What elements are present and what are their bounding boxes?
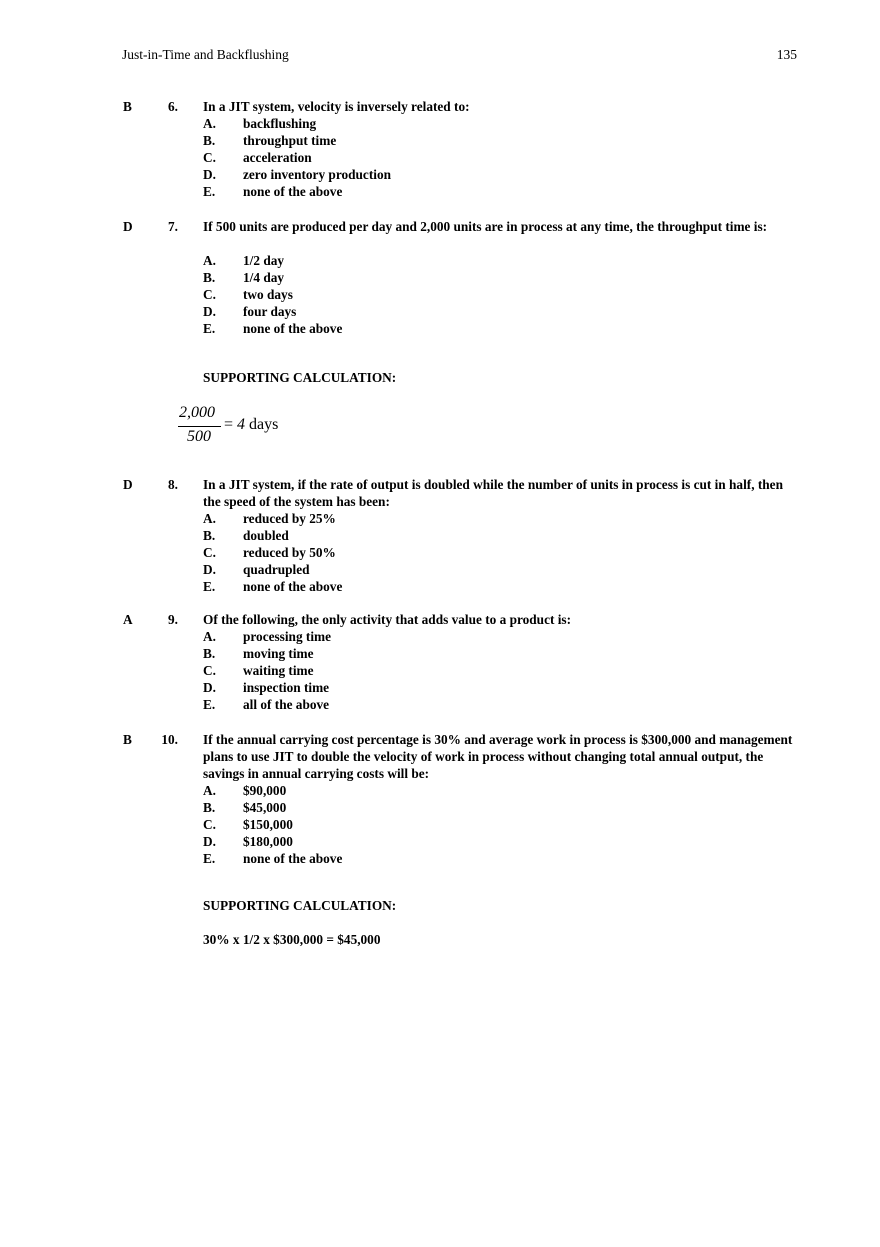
page-number: 135: [776, 47, 797, 62]
throughput-fraction: [176, 402, 296, 452]
question-number: 9.: [168, 612, 178, 627]
answer-key: A: [123, 612, 133, 627]
option-text: doubled: [243, 528, 289, 543]
supporting-calculation-formula: 30% x 1/2 x $300,000 = $45,000: [203, 932, 381, 947]
option-text: $45,000: [243, 800, 287, 815]
option-text: $150,000: [243, 817, 293, 832]
option-letter: A.: [203, 783, 216, 798]
option-letter: C.: [203, 663, 216, 678]
option-letter: E.: [203, 697, 216, 712]
option-letter: B.: [203, 646, 216, 661]
option-letter: B.: [203, 528, 216, 543]
option-text: two days: [243, 287, 293, 302]
option-text: zero inventory production: [243, 167, 391, 182]
option-text: $90,000: [243, 783, 287, 798]
option-text: processing time: [243, 629, 332, 644]
option-text: acceleration: [243, 150, 312, 165]
option-text: 1/2 day: [243, 253, 285, 268]
option-text: none of the above: [243, 579, 343, 594]
option-letter: A.: [203, 253, 216, 268]
option-letter: E.: [203, 184, 216, 199]
question-stem: If the annual carrying cost percentage is 30% and average work in process is $300,000 and management plans to use JIT to double the velocity of work in process without changing total annual output, the savings in annual carrying costs will be:: [203, 732, 793, 781]
option-text: inspection time: [243, 680, 330, 695]
option-text: reduced by 50%: [243, 545, 336, 560]
option-text: waiting time: [243, 663, 314, 678]
option-letter: D.: [203, 167, 216, 182]
option-text: backflushing: [243, 116, 317, 131]
question-stem: In a JIT system, if the rate of output is doubled while the number of units in process is cut in half, then the speed of the system has been:: [203, 477, 783, 509]
option-text: four days: [243, 304, 297, 319]
question-number: 6.: [168, 99, 178, 114]
option-text: 1/4 day: [243, 270, 285, 285]
option-letter: D.: [203, 680, 216, 695]
option-letter: A.: [203, 511, 216, 526]
option-letter: E.: [203, 579, 216, 594]
option-text: all of the above: [243, 697, 330, 712]
option-letter: E.: [203, 321, 216, 336]
fraction-result: [224, 416, 278, 434]
option-letter: D.: [203, 562, 216, 577]
option-letter: B.: [203, 270, 216, 285]
option-letter: C.: [203, 150, 216, 165]
option-letter: C.: [203, 545, 216, 560]
option-letter: C.: [203, 817, 216, 832]
option-text: none of the above: [243, 851, 343, 866]
question-stem: Of the following, the only activity that adds value to a product is:: [203, 612, 572, 627]
result-value: 4: [237, 416, 246, 433]
answer-key: B: [123, 732, 132, 747]
answer-key: B: [123, 99, 132, 114]
supporting-calculation-label: SUPPORTING CALCULATION:: [203, 898, 397, 913]
option-text: throughput time: [243, 133, 337, 148]
option-text: moving time: [243, 646, 314, 661]
answer-key: D: [123, 477, 133, 492]
result-unit: days: [249, 416, 279, 433]
option-letter: D.: [203, 834, 216, 849]
question-number: 7.: [168, 219, 178, 234]
option-letter: E.: [203, 851, 216, 866]
supporting-calculation-label: SUPPORTING CALCULATION:: [203, 370, 397, 385]
answer-key: D: [123, 219, 133, 234]
option-letter: B.: [203, 133, 216, 148]
option-letter: B.: [203, 800, 216, 815]
option-text: none of the above: [243, 321, 343, 336]
fraction-numerator: 2,000: [179, 404, 215, 421]
option-text: reduced by 25%: [243, 511, 336, 526]
question-stem: If 500 units are produced per day and 2,000 units are in process at any time, the throughput time is:: [203, 219, 768, 234]
equals-sign: =: [224, 416, 234, 433]
question-number: 10.: [161, 732, 178, 747]
question-stem: In a JIT system, velocity is inversely related to:: [203, 99, 470, 114]
option-letter: D.: [203, 304, 216, 319]
option-letter: A.: [203, 116, 216, 131]
option-letter: A.: [203, 629, 216, 644]
option-text: quadrupled: [243, 562, 310, 577]
question-number: 8.: [168, 477, 178, 492]
option-text: none of the above: [243, 184, 343, 199]
fraction-bar: [178, 426, 221, 427]
running-header-title: Just-in-Time and Backflushing: [122, 47, 289, 62]
option-text: $180,000: [243, 834, 293, 849]
fraction-denominator: 500: [187, 428, 211, 445]
option-letter: C.: [203, 287, 216, 302]
